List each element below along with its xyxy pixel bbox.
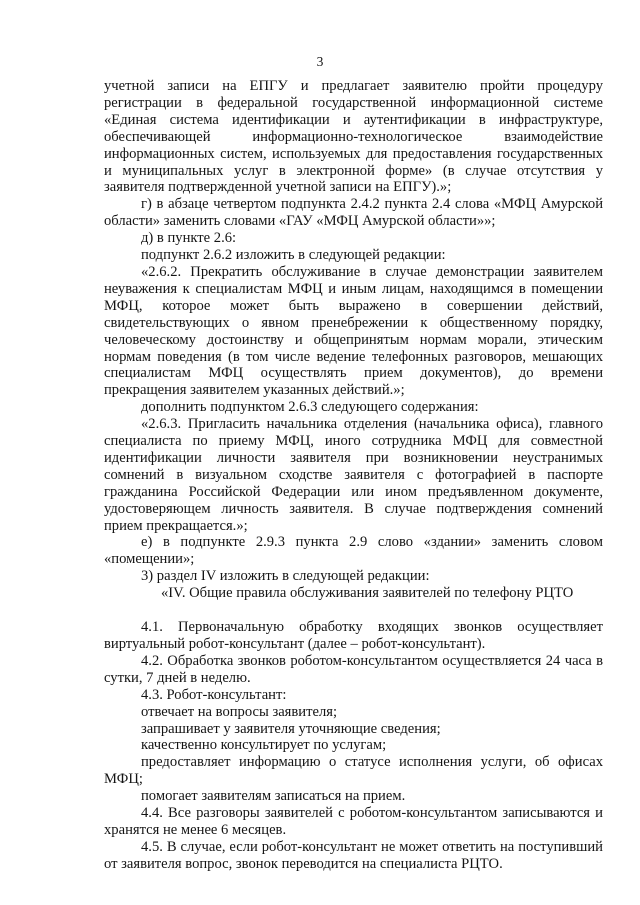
paragraph: д) в пункте 2.6: — [141, 230, 237, 247]
paragraph: отвечает на вопросы заявителя; — [141, 703, 338, 720]
paragraph: «2.6.2. Прекратить обслуживание в случае демонстрации заявителем неуважения к специалистам МФЦ и иным лицам, находящимся в помещении МФЦ, которое может быть выражено в совершении действий, свидетельствующих о явном пренебрежении к общественному порядку, человеческому достоинству и общепринятым нормам морали, этическим нормам поведения (в том числе ведение телефонных разговоров, мешающих специалистам МФЦ осуществлять прием документов), до времени прекращения заявителем указанных действий.»; — [104, 263, 603, 399]
paragraph: 4.3. Робот-консультант: — [141, 686, 287, 703]
paragraph: помогает заявителям записаться на прием. — [141, 788, 406, 805]
paragraph: 4.5. В случае, если робот-консультант не может ответить на поступивший от заявителя вопрос, звонок переводится на специалиста РЦТО. — [104, 838, 603, 872]
paragraph: 4.2. Обработка звонков роботом-консультантом осуществляется 24 часа в сутки, 7 дней в неделю. — [104, 652, 603, 686]
paragraph: 3) раздел IV изложить в следующей редакции: — [141, 568, 430, 585]
paragraph: дополнить подпунктом 2.6.3 следующего содержания: — [141, 399, 479, 416]
paragraph: качественно консультирует по услугам; — [141, 737, 387, 754]
paragraph: «2.6.3. Пригласить начальника отделения (начальника офиса), главного специалиста по приему МФЦ, иного сотрудника МФЦ для совместной идентификации личности заявителя при возникновении неустранимых сомнений в визуальном сходстве заявителя с фотографией в паспорте гражданина Российской Федерации или ином предъявленном документе, удостоверяющем личность заявителя. В случае подтверждения сомнений прием прекращается.»; — [104, 416, 603, 534]
paragraph: учетной записи на ЕПГУ и предлагает заявителю пройти процедуру регистрации в федеральной государственной информационной системе «Единая система идентификации и аутентификации в инфраструктуре, обеспечивающей информационно-технологическое взаимодействие информационных систем, используемых для предоставления государственных и муниципальных услуг в электронной форме» (в случае отсутствия у заявителя подтвержденной учетной записи на ЕПГУ).»; — [104, 78, 603, 196]
section-heading: «IV. Общие правила обслуживания заявителей по телефону РЦТО — [161, 585, 574, 602]
paragraph: 4.4. Все разговоры заявителей с роботом-консультантом записываются и хранятся не менее 6 месяцев. — [104, 805, 603, 838]
paragraph: предоставляет информацию о статусе исполнения услуги, об офисах МФЦ; — [104, 754, 603, 788]
page-number: 3 — [316, 54, 324, 69]
paragraph: е) в подпункте 2.9.3 пункта 2.9 слово «здании» заменить словом «помещении»; — [104, 534, 603, 568]
document-body — [104, 78, 603, 873]
paragraph: запрашивает у заявителя уточняющие сведения; — [141, 720, 441, 737]
paragraph: подпункт 2.6.2 изложить в следующей редакции: — [141, 247, 446, 264]
paragraph: 4.1. Первоначальную обработку входящих звонков осуществляет виртуальный робот-консультант (далее – робот-консультант). — [104, 619, 603, 652]
paragraph: г) в абзаце четвертом подпункта 2.4.2 пункта 2.4 слова «МФЦ Амурской области» заменить словами «ГАУ «МФЦ Амурской области»»; — [104, 196, 603, 230]
paragraph-gap — [104, 602, 603, 619]
